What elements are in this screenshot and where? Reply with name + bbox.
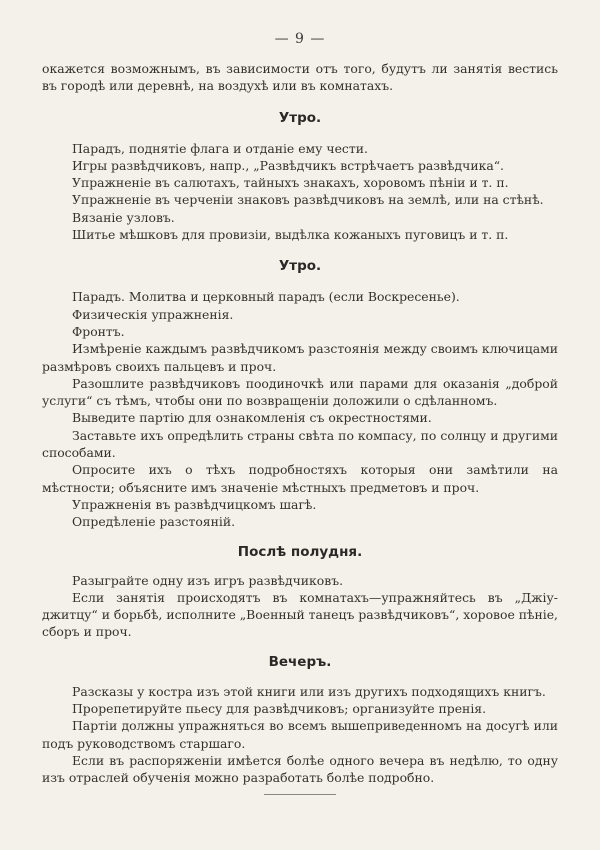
morning2-item: Разошлите развѣдчиковъ поодиночкѣ или парами для оказанія „доброй услуги“ съ тѣмъ, чтобы они по возвращеніи доложили о сдѣланномъ. xyxy=(42,375,558,409)
closing-divider xyxy=(264,794,336,795)
section-title-morning-2: Утро. xyxy=(278,258,322,275)
afternoon-item: Если занятія происходятъ въ комнатахъ—упражняйтесь въ „Джіу-джитцу“ и борьбѣ, исполните „Военный танецъ развѣдчиковъ“, хоровое пѣніе, сборъ и проч. xyxy=(42,589,558,640)
morning1-item: Шитье мѣшковъ для провизіи, выдѣлка кожаныхъ пуговицъ и т. п. xyxy=(72,227,509,243)
morning2-item: Физическія упражненія. xyxy=(72,306,234,322)
section-title-afternoon: Послѣ полудня. xyxy=(237,543,363,560)
page-number: — 9 — xyxy=(274,31,326,47)
evening-item: Партіи должны упражняться во всемъ вышеприведенномъ на досугѣ или подъ руководствомъ старшаго. xyxy=(42,718,558,751)
morning1-item: Упражненіе въ черченіи знаковъ развѣдчиковъ на землѣ, или на стѣнѣ. xyxy=(72,192,544,208)
afternoon-item: Разыграйте одну изъ игръ развѣдчиковъ. xyxy=(72,572,344,588)
morning2-item: Опросите ихъ о тѣхъ подробностяхъ которыя они замѣтили на мѣстности; объясните имъ значеніе мѣстныхъ предметовъ и проч. xyxy=(42,462,558,495)
section-title-morning-1: Утро. xyxy=(278,109,322,126)
evening-item: Разсказы у костра изъ этой книги или изъ другихъ подходящихъ книгъ. xyxy=(72,683,546,699)
morning1-item: Парадъ, поднятіе флага и отданіе ему чести. xyxy=(72,140,368,156)
section-title-evening: Вечеръ. xyxy=(268,653,332,670)
morning1-item: Игры развѣдчиковъ, напр., „Развѣдчикъ встрѣчаетъ развѣдчика“. xyxy=(72,157,504,173)
morning2-item: Заставьте ихъ опредѣлить страны свѣта по компасу, по солнцу и другими способами. xyxy=(42,427,558,461)
morning1-item: Упражненіе въ салютахъ, тайныхъ знакахъ, хоровомъ пѣніи и т. п. xyxy=(72,175,509,191)
page-body xyxy=(42,60,558,795)
morning2-item: Упражненія въ развѣдчицкомъ шагѣ. xyxy=(72,496,317,512)
evening-item: Если въ распоряженіи имѣется болѣе одного вечера въ недѣлю, то одну изъ отраслей обученія можно разработать болѣе подробно. xyxy=(42,752,558,786)
morning2-item: Опредѣленіе разстояній. xyxy=(72,514,236,530)
morning2-item: Парадъ. Молитва и церковный парадъ (если Воскресенье). xyxy=(72,289,460,305)
evening-item: Прорепетируйте пьесу для развѣдчиковъ; организуйте пренія. xyxy=(72,701,487,717)
morning2-item: Фронтъ. xyxy=(72,323,125,339)
morning2-item: Измѣреніе каждымъ развѣдчикомъ разстоянія между своимъ ключицами размѣровъ своихъ пальцевъ и проч. xyxy=(42,341,558,374)
morning2-item: Выведите партію для ознакомленія съ окрестностями. xyxy=(72,410,432,426)
intro-paragraph: окажется возможнымъ, въ зависимости отъ того, будутъ ли занятія вестись въ городѣ или деревнѣ, на воздухѣ или въ комнатахъ. xyxy=(42,61,558,94)
morning1-item: Вязаніе узловъ. xyxy=(72,209,175,225)
